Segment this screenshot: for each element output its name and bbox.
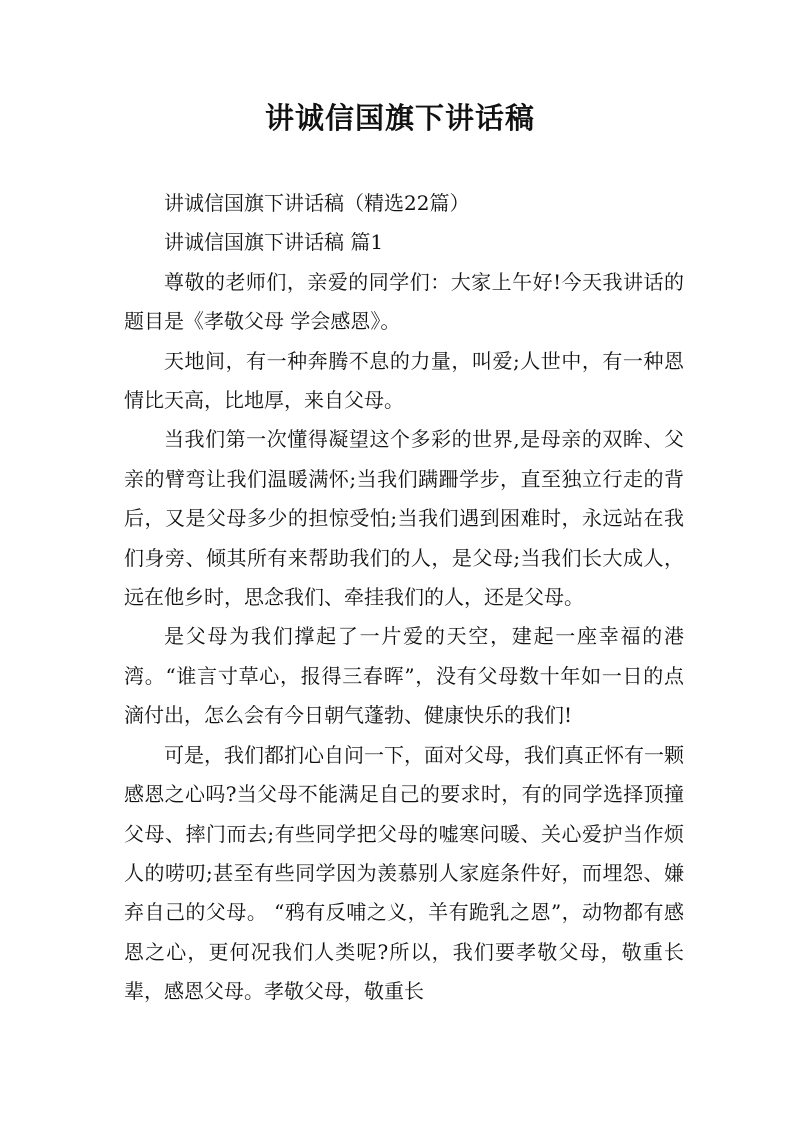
document-title: 讲诚信国旗下讲话稿 — [264, 101, 535, 135]
document-body — [124, 184, 684, 1012]
document-subtitle: 讲诚信国旗下讲话稿（精选22篇） — [164, 191, 470, 215]
paragraph: 天地间，有一种奔腾不息的力量，叫爱;人世中，有一种恩情比天高，比地厚，来自父母。 — [124, 348, 684, 413]
paragraph: 可是，我们都扪心自问一下，面对父母，我们真正怀有一颗感恩之心吗?当父母不能满足自己的要求时，有的同学选择顶撞父母、摔门而去;有些同学把父母的嘘寒问暖、关心爱护当作烦人的唠叨;甚至有些同学因为羡慕别人家庭条件好，而埋怨、嫌弃自己的父母。 “鸦有反哺之义，羊有跪乳之恩”，动物都有感恩之心，更何况我们人类呢?所以，我们要孝敬父母，敬重长辈，感恩父母。孝敬父母，敬重长 — [124, 742, 684, 1004]
section-heading: 讲诚信国旗下讲话稿 篇1 — [164, 230, 384, 255]
paragraph: 是父母为我们撑起了一片爱的天空，建起一座幸福的港湾。“谁言寸草心，报得三春晖”，没有父母数十年如一日的点滴付出，怎么会有今日朝气蓬勃、健康快乐的我们! — [124, 624, 684, 728]
paragraph: 尊敬的老师们，亲爱的同学们：大家上午好!今天我讲话的题目是《孝敬父母 学会感恩》。 — [124, 269, 684, 334]
paragraph: 当我们第一次懂得凝望这个多彩的世界,是母亲的双眸、父亲的臂弯让我们温暖满怀;当我们蹒跚学步，直至独立行走的背后，又是父母多少的担惊受怕;当我们遇到困难时，永远站在我们身旁、倾其所有来帮助我们的人，是父母;当我们长大成人，远在他乡时，思念我们、牵挂我们的人，还是父母。 — [124, 427, 684, 610]
